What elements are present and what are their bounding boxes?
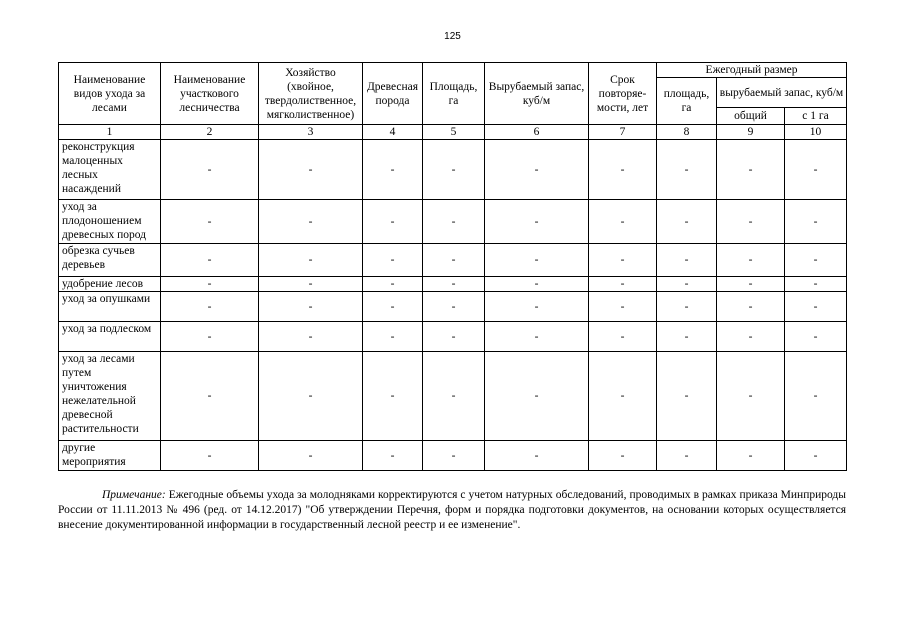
- table-cell: -: [785, 200, 847, 244]
- header-annual-area: площадь, га: [657, 78, 717, 125]
- column-number: 5: [423, 125, 485, 140]
- header-tree-species: Древесная порода: [363, 63, 423, 125]
- column-number: 8: [657, 125, 717, 140]
- table-cell: -: [423, 200, 485, 244]
- table-cell: -: [363, 277, 423, 292]
- care-type-name: удобрение лесов: [59, 277, 161, 292]
- table-cell: -: [785, 140, 847, 200]
- table-cell: -: [161, 352, 259, 441]
- header-repeat-period: Срок повторяе-мости, лет: [589, 63, 657, 125]
- table-cell: -: [589, 322, 657, 352]
- table-row: [59, 244, 847, 277]
- care-type-name: уход за плодоношением древесных пород: [59, 200, 161, 244]
- table-cell: -: [717, 200, 785, 244]
- header-care-type: Наименование видов ухода за лесами: [59, 63, 161, 125]
- table-cell: -: [161, 200, 259, 244]
- table-cell: -: [259, 277, 363, 292]
- care-type-name: уход за опушками: [59, 292, 161, 322]
- table-cell: -: [259, 441, 363, 471]
- table-cell: -: [657, 277, 717, 292]
- table-cell: -: [717, 322, 785, 352]
- table-cell: -: [423, 352, 485, 441]
- table-cell: -: [363, 352, 423, 441]
- table-row: [59, 322, 847, 352]
- note-label: Примечание:: [102, 489, 166, 501]
- table-row: [59, 140, 847, 200]
- table-row: [59, 292, 847, 322]
- table-cell: -: [657, 200, 717, 244]
- table-cell: -: [657, 441, 717, 471]
- header-annual-size: Ежегодный размер: [657, 63, 847, 78]
- table-cell: -: [363, 322, 423, 352]
- table-cell: -: [423, 322, 485, 352]
- care-type-name: уход за лесами путем уничтожения нежелательной древесной растительности: [59, 352, 161, 441]
- table-row: [59, 441, 847, 471]
- table-cell: -: [259, 292, 363, 322]
- table-cell: -: [259, 352, 363, 441]
- table-cell: -: [259, 140, 363, 200]
- forest-care-table: [58, 62, 847, 471]
- table-cell: -: [363, 244, 423, 277]
- header-stock-total: общий: [717, 108, 785, 125]
- column-number: 10: [785, 125, 847, 140]
- page-number: 125: [444, 31, 461, 42]
- column-number: 1: [59, 125, 161, 140]
- table-row: [59, 277, 847, 292]
- table-cell: -: [161, 140, 259, 200]
- table-cell: -: [363, 200, 423, 244]
- table-cell: -: [161, 277, 259, 292]
- table-cell: -: [161, 441, 259, 471]
- note: [58, 488, 846, 533]
- table-cell: -: [485, 322, 589, 352]
- table-cell: -: [785, 441, 847, 471]
- table-cell: -: [161, 244, 259, 277]
- table-row: [59, 200, 847, 244]
- column-number: 2: [161, 125, 259, 140]
- note-text: Ежегодные объемы ухода за молодняками корректируются с учетом натурных обследований, проводимых в рамках приказа Минприроды России от 11.11.2013 № 496 (ред. от 14.12.2017) "Об утверждении Перечня, форм и порядка подготовки документов, на основании которых осуществляется внесение документированной информации в государственный лесной реестр и ее изменение".: [58, 489, 847, 531]
- table-cell: -: [423, 277, 485, 292]
- table-cell: -: [717, 292, 785, 322]
- table-cell: -: [259, 200, 363, 244]
- table-cell: -: [589, 200, 657, 244]
- table-cell: -: [485, 140, 589, 200]
- table-cell: -: [589, 352, 657, 441]
- table-cell: -: [717, 441, 785, 471]
- table-cell: -: [589, 292, 657, 322]
- header-economy: Хозяйство (хвойное, твердолиственное, мягколиственное): [259, 63, 363, 125]
- header-area: Площадь, га: [423, 63, 485, 125]
- column-number: 6: [485, 125, 589, 140]
- table-cell: -: [589, 277, 657, 292]
- header-felled-stock: Вырубаемый запас, куб/м: [485, 63, 589, 125]
- table-cell: -: [485, 352, 589, 441]
- table-cell: -: [657, 292, 717, 322]
- table-cell: -: [785, 322, 847, 352]
- table-cell: -: [717, 352, 785, 441]
- table-cell: -: [485, 244, 589, 277]
- column-number: 9: [717, 125, 785, 140]
- table-cell: -: [717, 277, 785, 292]
- care-type-name: уход за подлеском: [59, 322, 161, 352]
- column-number: 3: [259, 125, 363, 140]
- table-cell: -: [161, 292, 259, 322]
- table-cell: -: [785, 352, 847, 441]
- table-cell: -: [657, 244, 717, 277]
- table-cell: -: [423, 140, 485, 200]
- table-cell: -: [785, 277, 847, 292]
- table-cell: -: [363, 441, 423, 471]
- table-cell: -: [259, 244, 363, 277]
- table-cell: -: [717, 140, 785, 200]
- column-number: 4: [363, 125, 423, 140]
- table-cell: -: [485, 292, 589, 322]
- table-cell: -: [423, 441, 485, 471]
- table-cell: -: [717, 244, 785, 277]
- table-row: [59, 352, 847, 441]
- table-cell: -: [485, 441, 589, 471]
- table-cell: -: [657, 352, 717, 441]
- care-type-name: реконструкция малоценных лесных насаждений: [59, 140, 161, 200]
- table-cell: -: [363, 140, 423, 200]
- table-cell: -: [589, 140, 657, 200]
- table-cell: -: [785, 244, 847, 277]
- table-cell: -: [785, 292, 847, 322]
- care-type-name: обрезка сучьев деревьев: [59, 244, 161, 277]
- header-annual-felled-stock: вырубаемый запас, куб/м: [717, 78, 847, 108]
- table-cell: -: [423, 292, 485, 322]
- table-cell: -: [423, 244, 485, 277]
- table-cell: -: [259, 322, 363, 352]
- header-forestry-district: Наименование участкового лесничества: [161, 63, 259, 125]
- care-type-name: другие мероприятия: [59, 441, 161, 471]
- table-cell: -: [485, 200, 589, 244]
- table-cell: -: [363, 292, 423, 322]
- table-cell: -: [657, 322, 717, 352]
- table-cell: -: [589, 244, 657, 277]
- table-cell: -: [485, 277, 589, 292]
- header-stock-per-ha: с 1 га: [785, 108, 847, 125]
- table-cell: -: [657, 140, 717, 200]
- table-cell: -: [589, 441, 657, 471]
- table-cell: -: [161, 322, 259, 352]
- column-number: 7: [589, 125, 657, 140]
